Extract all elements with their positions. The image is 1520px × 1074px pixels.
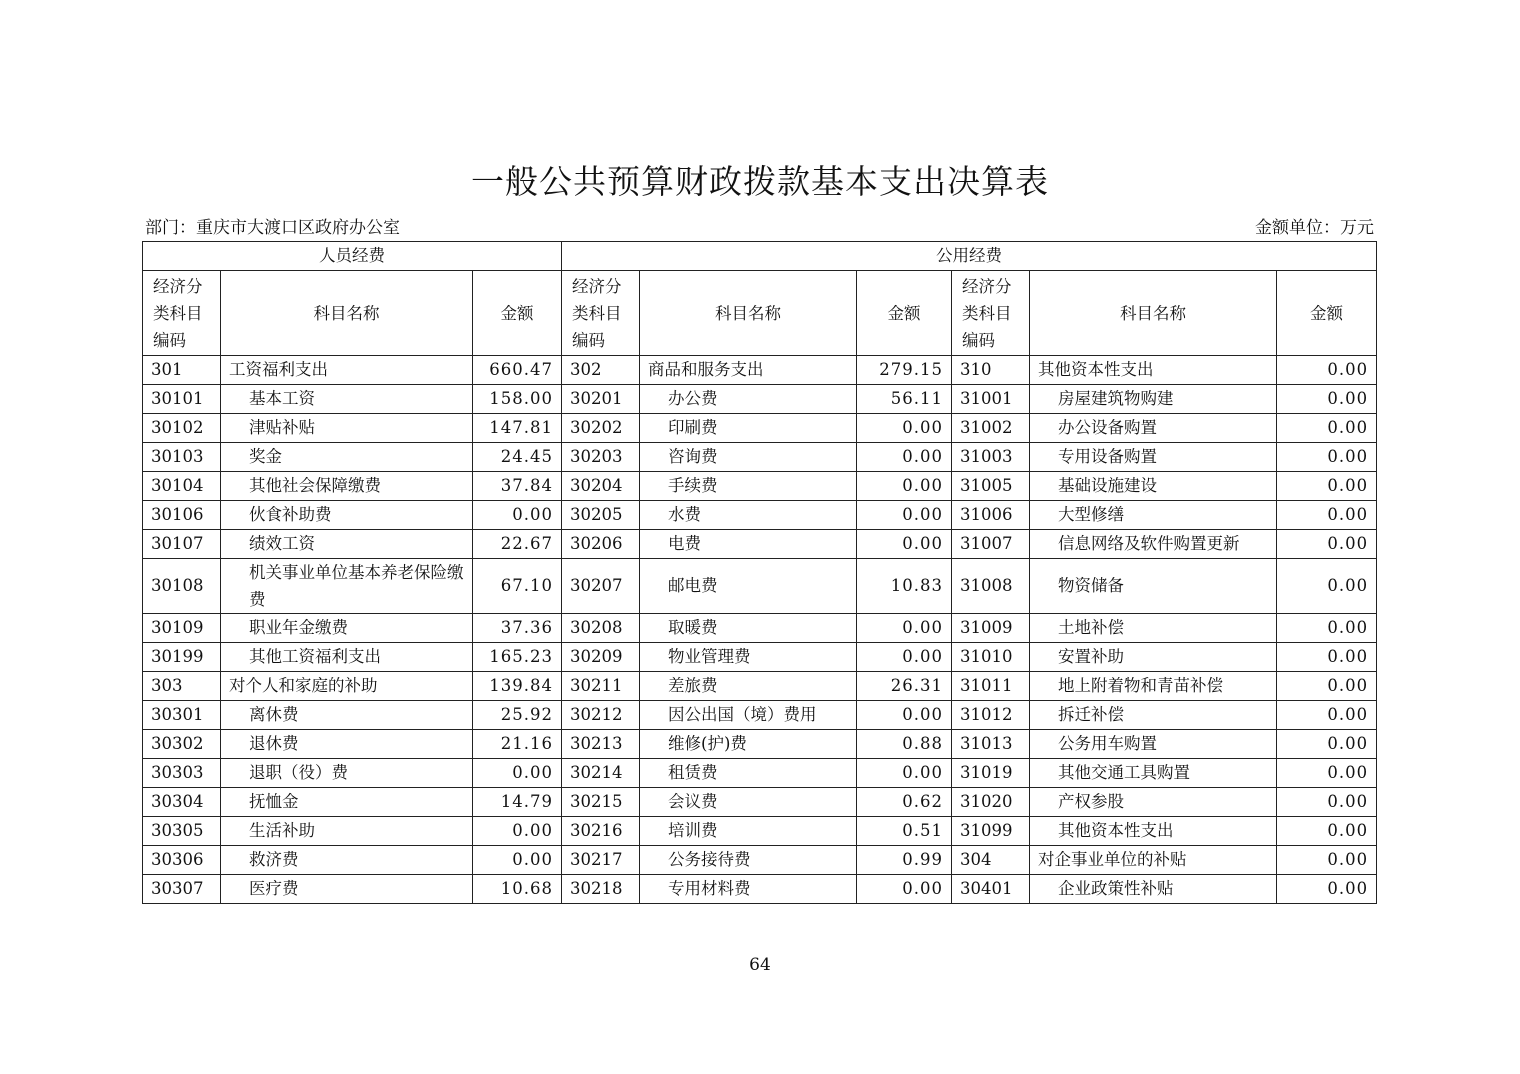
header-amount: 金额: [857, 271, 952, 356]
public-goods-name-cell: 差旅费: [640, 672, 857, 701]
capital-name-cell: 对企事业单位的补贴: [1030, 846, 1277, 875]
personnel-amount-cell: 25.92: [473, 701, 562, 730]
public-goods-name-cell: 水费: [640, 501, 857, 530]
public-goods-amount-cell: 0.00: [857, 443, 952, 472]
personnel-code-cell: 30101: [143, 385, 221, 414]
personnel-code-cell: 30102: [143, 414, 221, 443]
personnel-name-cell: 津贴补贴: [221, 414, 473, 443]
public-goods-amount-cell: 0.00: [857, 875, 952, 904]
public-goods-name-cell: 培训费: [640, 817, 857, 846]
public-goods-name-cell: 办公费: [640, 385, 857, 414]
personnel-amount-cell: 0.00: [473, 759, 562, 788]
personnel-amount-cell: 14.79: [473, 788, 562, 817]
table-row: [143, 414, 1377, 443]
personnel-amount-cell: 139.84: [473, 672, 562, 701]
personnel-name-cell: 机关事业单位基本养老保险缴费: [221, 559, 473, 614]
public-goods-amount-cell: 0.00: [857, 701, 952, 730]
capital-name-cell: 其他交通工具购置: [1030, 759, 1277, 788]
public-goods-code-cell: 30215: [562, 788, 640, 817]
capital-name-cell: 物资储备: [1030, 559, 1277, 614]
public-goods-code-cell: 30211: [562, 672, 640, 701]
personnel-amount-cell: 21.16: [473, 730, 562, 759]
capital-amount-cell: 0.00: [1277, 701, 1377, 730]
personnel-code-cell: 30303: [143, 759, 221, 788]
public-goods-code-cell: 30204: [562, 472, 640, 501]
capital-code-cell: 31009: [952, 614, 1030, 643]
capital-name-cell: 安置补助: [1030, 643, 1277, 672]
capital-name-cell: 产权参股: [1030, 788, 1277, 817]
header-amount: 金额: [473, 271, 562, 356]
public-goods-amount-cell: 0.99: [857, 846, 952, 875]
public-goods-amount-cell: 0.00: [857, 414, 952, 443]
table-row: [143, 472, 1377, 501]
personnel-amount-cell: 165.23: [473, 643, 562, 672]
personnel-name-cell: 退职（役）费: [221, 759, 473, 788]
public-goods-name-cell: 物业管理费: [640, 643, 857, 672]
capital-amount-cell: 0.00: [1277, 414, 1377, 443]
capital-amount-cell: 0.00: [1277, 356, 1377, 385]
public-goods-amount-cell: 0.00: [857, 530, 952, 559]
capital-code-cell: 31005: [952, 472, 1030, 501]
public-goods-code-cell: 30201: [562, 385, 640, 414]
table-row: [143, 443, 1377, 472]
personnel-amount-cell: 24.45: [473, 443, 562, 472]
public-goods-name-cell: 公务接待费: [640, 846, 857, 875]
capital-name-cell: 公务用车购置: [1030, 730, 1277, 759]
public-goods-code-cell: 30212: [562, 701, 640, 730]
public-goods-code-cell: 30206: [562, 530, 640, 559]
public-goods-code-cell: 30202: [562, 414, 640, 443]
public-goods-code-cell: 30203: [562, 443, 640, 472]
capital-name-cell: 地上附着物和青苗补偿: [1030, 672, 1277, 701]
personnel-name-cell: 医疗费: [221, 875, 473, 904]
table-row: [143, 501, 1377, 530]
page-title: 一般公共预算财政拨款基本支出决算表: [471, 162, 1049, 202]
public-goods-name-cell: 电费: [640, 530, 857, 559]
public-goods-code-cell: 30216: [562, 817, 640, 846]
public-goods-name-cell: 因公出国（境）费用: [640, 701, 857, 730]
table-body: [143, 356, 1377, 904]
public-goods-amount-cell: 0.62: [857, 788, 952, 817]
public-goods-code-cell: 30218: [562, 875, 640, 904]
capital-code-cell: 30401: [952, 875, 1030, 904]
capital-amount-cell: 0.00: [1277, 559, 1377, 614]
personnel-name-cell: 救济费: [221, 846, 473, 875]
public-goods-name-cell: 邮电费: [640, 559, 857, 614]
capital-code-cell: 31011: [952, 672, 1030, 701]
personnel-name-cell: 工资福利支出: [221, 356, 473, 385]
personnel-name-cell: 奖金: [221, 443, 473, 472]
personnel-amount-cell: 147.81: [473, 414, 562, 443]
personnel-amount-cell: 0.00: [473, 501, 562, 530]
public-goods-amount-cell: 0.00: [857, 643, 952, 672]
public-goods-name-cell: 印刷费: [640, 414, 857, 443]
public-goods-code-cell: 302: [562, 356, 640, 385]
personnel-code-cell: 30302: [143, 730, 221, 759]
capital-amount-cell: 0.00: [1277, 846, 1377, 875]
capital-code-cell: 304: [952, 846, 1030, 875]
capital-amount-cell: 0.00: [1277, 759, 1377, 788]
personnel-amount-cell: 37.84: [473, 472, 562, 501]
personnel-code-cell: 30108: [143, 559, 221, 614]
capital-code-cell: 31010: [952, 643, 1030, 672]
capital-name-cell: 基础设施建设: [1030, 472, 1277, 501]
personnel-amount-cell: 158.00: [473, 385, 562, 414]
table-row: [143, 759, 1377, 788]
table-row: [143, 875, 1377, 904]
capital-amount-cell: 0.00: [1277, 385, 1377, 414]
public-goods-code-cell: 30209: [562, 643, 640, 672]
personnel-amount-cell: 67.10: [473, 559, 562, 614]
personnel-code-cell: 30199: [143, 643, 221, 672]
capital-amount-cell: 0.00: [1277, 788, 1377, 817]
personnel-code-cell: 303: [143, 672, 221, 701]
personnel-code-cell: 30106: [143, 501, 221, 530]
capital-amount-cell: 0.00: [1277, 643, 1377, 672]
table-row: [143, 614, 1377, 643]
public-goods-code-cell: 30205: [562, 501, 640, 530]
capital-code-cell: 310: [952, 356, 1030, 385]
personnel-name-cell: 离休费: [221, 701, 473, 730]
personnel-code-cell: 30103: [143, 443, 221, 472]
public-goods-name-cell: 专用材料费: [640, 875, 857, 904]
public-goods-code-cell: 30208: [562, 614, 640, 643]
public-goods-amount-cell: 0.00: [857, 614, 952, 643]
capital-amount-cell: 0.00: [1277, 672, 1377, 701]
personnel-code-cell: 30305: [143, 817, 221, 846]
capital-name-cell: 信息网络及软件购置更新: [1030, 530, 1277, 559]
table-row: [143, 356, 1377, 385]
table-row: [143, 672, 1377, 701]
public-goods-name-cell: 咨询费: [640, 443, 857, 472]
amount-unit-label: 金额单位：万元: [1255, 218, 1374, 238]
header-name: 科目名称: [1030, 271, 1277, 356]
public-goods-amount-cell: 0.00: [857, 472, 952, 501]
personnel-name-cell: 基本工资: [221, 385, 473, 414]
table-row: [143, 788, 1377, 817]
public-goods-code-cell: 30214: [562, 759, 640, 788]
capital-code-cell: 31099: [952, 817, 1030, 846]
personnel-name-cell: 其他工资福利支出: [221, 643, 473, 672]
header-code: 经济分 类科目 编码: [143, 271, 221, 356]
capital-code-cell: 31001: [952, 385, 1030, 414]
capital-code-cell: 31007: [952, 530, 1030, 559]
personnel-name-cell: 生活补助: [221, 817, 473, 846]
capital-code-cell: 31002: [952, 414, 1030, 443]
capital-name-cell: 办公设备购置: [1030, 414, 1277, 443]
capital-name-cell: 企业政策性补贴: [1030, 875, 1277, 904]
table-row: [143, 701, 1377, 730]
public-goods-code-cell: 30207: [562, 559, 640, 614]
personnel-code-cell: 30301: [143, 701, 221, 730]
public-goods-amount-cell: 279.15: [857, 356, 952, 385]
capital-name-cell: 其他资本性支出: [1030, 817, 1277, 846]
group-header-personnel: 人员经费: [143, 242, 562, 271]
personnel-amount-cell: 0.00: [473, 846, 562, 875]
public-goods-name-cell: 手续费: [640, 472, 857, 501]
capital-amount-cell: 0.00: [1277, 875, 1377, 904]
department-label: 部门：重庆市大渡口区政府办公室: [145, 218, 400, 238]
header-name: 科目名称: [221, 271, 473, 356]
capital-code-cell: 31020: [952, 788, 1030, 817]
table-row: [143, 530, 1377, 559]
public-goods-amount-cell: 0.00: [857, 501, 952, 530]
personnel-amount-cell: 37.36: [473, 614, 562, 643]
table-row: [143, 846, 1377, 875]
capital-code-cell: 31012: [952, 701, 1030, 730]
table-row: [143, 385, 1377, 414]
personnel-name-cell: 其他社会保障缴费: [221, 472, 473, 501]
header-name: 科目名称: [640, 271, 857, 356]
capital-amount-cell: 0.00: [1277, 614, 1377, 643]
personnel-amount-cell: 0.00: [473, 817, 562, 846]
public-goods-amount-cell: 0.00: [857, 759, 952, 788]
personnel-name-cell: 伙食补助费: [221, 501, 473, 530]
capital-code-cell: 31006: [952, 501, 1030, 530]
public-goods-amount-cell: 56.11: [857, 385, 952, 414]
expenditure-table: [142, 241, 1377, 904]
public-goods-amount-cell: 26.31: [857, 672, 952, 701]
personnel-name-cell: 绩效工资: [221, 530, 473, 559]
capital-amount-cell: 0.00: [1277, 501, 1377, 530]
personnel-name-cell: 对个人和家庭的补助: [221, 672, 473, 701]
capital-amount-cell: 0.00: [1277, 443, 1377, 472]
personnel-amount-cell: 22.67: [473, 530, 562, 559]
header-code: 经济分 类科目 编码: [562, 271, 640, 356]
capital-name-cell: 专用设备购置: [1030, 443, 1277, 472]
capital-name-cell: 拆迁补偿: [1030, 701, 1277, 730]
public-goods-name-cell: 会议费: [640, 788, 857, 817]
personnel-code-cell: 30107: [143, 530, 221, 559]
header-amount: 金额: [1277, 271, 1377, 356]
capital-name-cell: 房屋建筑物购建: [1030, 385, 1277, 414]
personnel-code-cell: 30104: [143, 472, 221, 501]
public-goods-code-cell: 30213: [562, 730, 640, 759]
personnel-name-cell: 退休费: [221, 730, 473, 759]
public-goods-name-cell: 商品和服务支出: [640, 356, 857, 385]
public-goods-name-cell: 取暖费: [640, 614, 857, 643]
personnel-code-cell: 30109: [143, 614, 221, 643]
capital-code-cell: 31013: [952, 730, 1030, 759]
public-goods-amount-cell: 10.83: [857, 559, 952, 614]
personnel-amount-cell: 660.47: [473, 356, 562, 385]
capital-name-cell: 其他资本性支出: [1030, 356, 1277, 385]
capital-name-cell: 土地补偿: [1030, 614, 1277, 643]
personnel-name-cell: 职业年金缴费: [221, 614, 473, 643]
table-row: [143, 730, 1377, 759]
table-row: [143, 559, 1377, 614]
capital-code-cell: 31003: [952, 443, 1030, 472]
capital-name-cell: 大型修缮: [1030, 501, 1277, 530]
public-goods-name-cell: 维修(护)费: [640, 730, 857, 759]
public-goods-name-cell: 租赁费: [640, 759, 857, 788]
table-row: [143, 817, 1377, 846]
capital-code-cell: 31008: [952, 559, 1030, 614]
personnel-code-cell: 30306: [143, 846, 221, 875]
capital-amount-cell: 0.00: [1277, 530, 1377, 559]
public-goods-code-cell: 30217: [562, 846, 640, 875]
public-goods-amount-cell: 0.88: [857, 730, 952, 759]
personnel-code-cell: 30304: [143, 788, 221, 817]
public-goods-amount-cell: 0.51: [857, 817, 952, 846]
capital-code-cell: 31019: [952, 759, 1030, 788]
page-number: 64: [749, 955, 771, 975]
capital-amount-cell: 0.00: [1277, 472, 1377, 501]
personnel-code-cell: 301: [143, 356, 221, 385]
group-header-public: 公用经费: [562, 242, 1377, 271]
personnel-name-cell: 抚恤金: [221, 788, 473, 817]
capital-amount-cell: 0.00: [1277, 730, 1377, 759]
personnel-amount-cell: 10.68: [473, 875, 562, 904]
personnel-code-cell: 30307: [143, 875, 221, 904]
header-code: 经济分 类科目 编码: [952, 271, 1030, 356]
capital-amount-cell: 0.00: [1277, 817, 1377, 846]
table-row: [143, 643, 1377, 672]
